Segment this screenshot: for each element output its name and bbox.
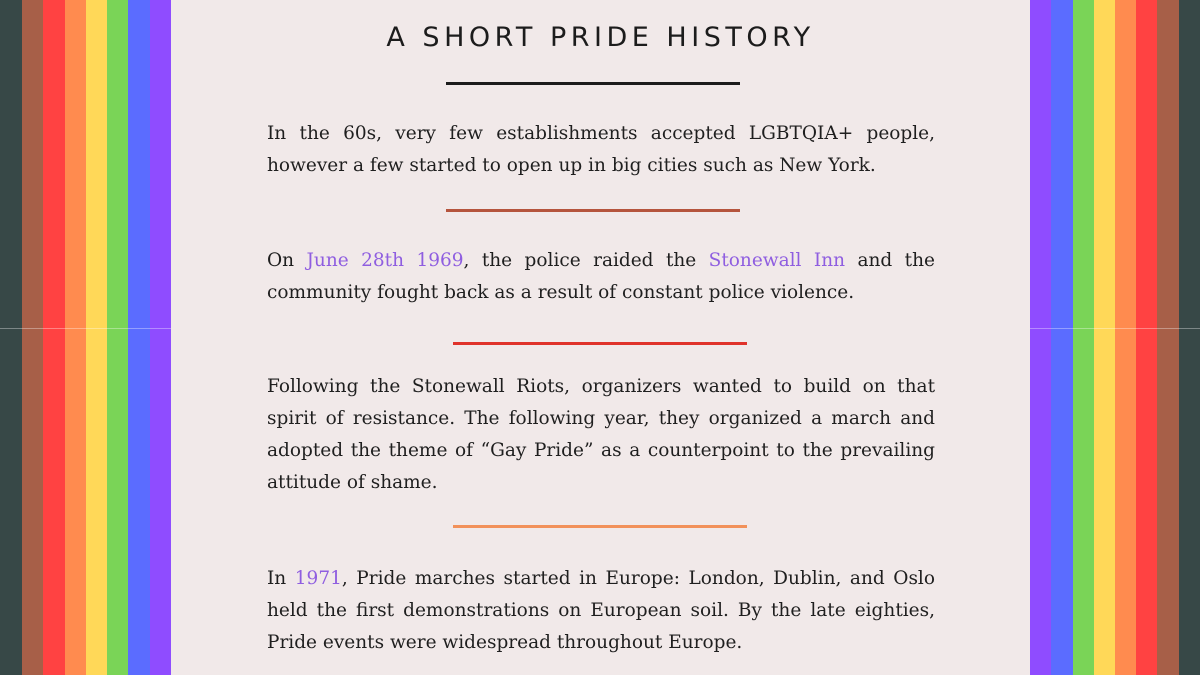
page-title: A SHORT PRIDE HISTORY [386, 22, 815, 53]
rainbow-stripe [1179, 0, 1200, 675]
rainbow-stripe [1073, 0, 1094, 675]
rainbow-stripe [43, 0, 65, 675]
content-panel [171, 0, 1030, 675]
paragraph-gay-pride [267, 371, 935, 499]
paragraph-europe-text: , Pride marches started in Europe: London, Dublin, and Oslo held the first demonstrations on European soil. By the late eighties, Pride events were widespread throughout Europe. [267, 568, 935, 653]
paragraph-60s [267, 118, 935, 182]
rainbow-stripe [1136, 0, 1157, 675]
rainbow-stripe [0, 0, 22, 675]
paragraph-stonewall-text: , the police raided the [463, 250, 709, 271]
highlight-place: Stonewall Inn [708, 250, 846, 271]
section-divider [453, 342, 747, 345]
left-rainbow-border [0, 0, 171, 675]
rainbow-stripe [1051, 0, 1073, 675]
rainbow-stripe [1030, 0, 1051, 675]
paragraph-stonewall-text: On [267, 250, 307, 271]
paragraph-gay-pride-text: Following the Stonewall Riots, organizers wanted to build on that spirit of resistance. The following year, they organized a march and adopted the theme of “Gay Pride” as a counterpoint to the prevailing attitude of shame. [267, 376, 935, 493]
paragraph-stonewall-text: and the community fought back as a result of constant police violence. [267, 250, 935, 303]
rainbow-stripe [1115, 0, 1136, 675]
paragraph-europe-text: In [267, 568, 295, 589]
rainbow-stripe [86, 0, 107, 675]
paragraph-stonewall [267, 245, 935, 309]
section-divider [446, 209, 740, 212]
rainbow-stripe [107, 0, 128, 675]
section-divider [453, 525, 747, 528]
paragraph-60s-text: In the 60s, very few establishments accepted LGBTQIA+ people, however a few started to open up in big cities such as New York. [267, 123, 935, 176]
title-underline [446, 82, 740, 85]
rainbow-stripe [1157, 0, 1179, 675]
rainbow-stripe [22, 0, 43, 675]
rainbow-stripe [1094, 0, 1115, 675]
highlight-date: June 28th 1969 [306, 250, 464, 271]
rainbow-stripe [65, 0, 86, 675]
paragraph-europe [267, 563, 935, 659]
right-rainbow-border [1030, 0, 1200, 675]
highlight-year: 1971 [294, 568, 342, 589]
rainbow-stripe [150, 0, 171, 675]
rainbow-stripe [128, 0, 150, 675]
